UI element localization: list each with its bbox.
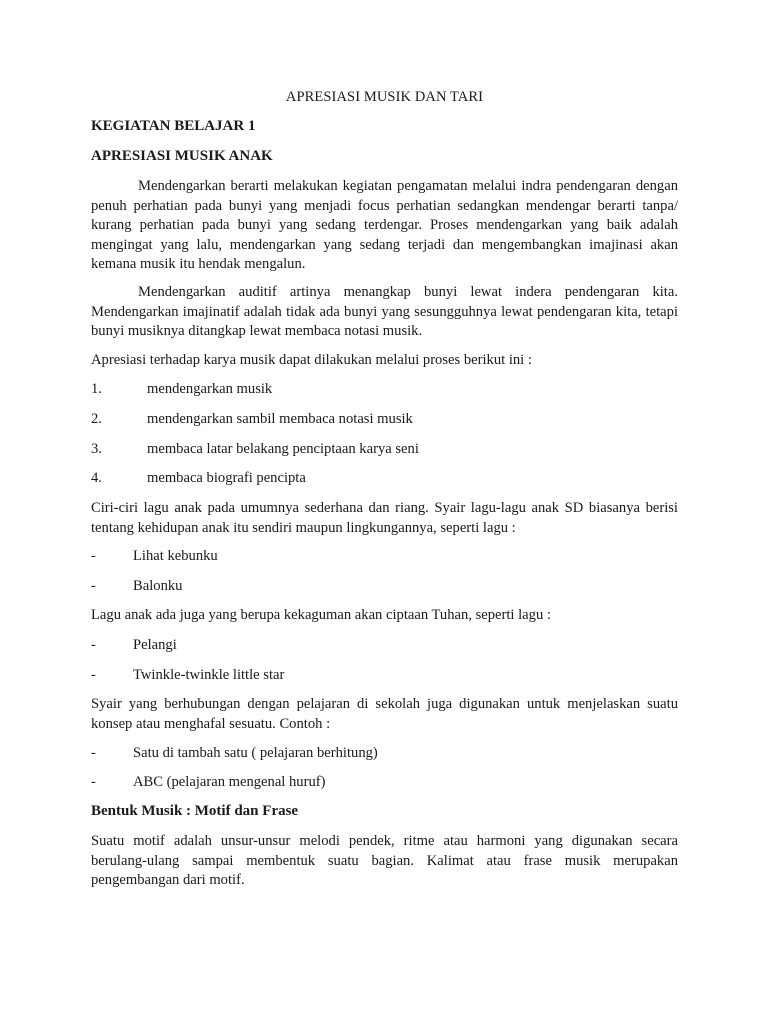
document-title: APRESIASI MUSIK DAN TARI <box>285 89 484 105</box>
list-item: Lihat kebunku <box>133 548 218 564</box>
list-item: membaca biografi pencipta <box>147 470 306 486</box>
list-item: Twinkle-twinkle little star <box>133 667 285 683</box>
paragraph-ciri-ciri: Ciri-ciri lagu anak pada umumnya sederhana dan riang. Syair lagu-lagu anak SD biasanya berisi tentang kehidupan anak itu sendiri maupun lingkungannya, seperti lagu : <box>91 500 678 536</box>
list-dash: - <box>91 774 96 790</box>
list-item: mendengarkan sambil membaca notasi musik <box>147 411 413 427</box>
list-item: ABC (pelajaran mengenal huruf) <box>133 774 326 790</box>
heading-bentuk-musik: Bentuk Musik : Motif dan Frase <box>91 803 299 819</box>
list-dash: - <box>91 667 96 683</box>
paragraph-apresiasi-proses: Apresiasi terhadap karya musik dapat dilakukan melalui proses berikut ini : <box>91 352 532 368</box>
list-number: 1. <box>91 381 102 397</box>
list-item: Balonku <box>133 578 183 594</box>
document-page <box>91 0 678 1024</box>
paragraph-auditif: Mendengarkan auditif artinya menangkap bunyi lewat indera pendengaran kita. Mendengarkan imajinatif adalah tidak ada bunyi yang sesungguhnya lewat pendengaran kita, tetapi bunyi musiknya ditangkap lewat membaca notasi musik. <box>91 284 678 339</box>
list-dash: - <box>91 578 96 594</box>
list-dash: - <box>91 548 96 564</box>
paragraph-mendengarkan: Mendengarkan berarti melakukan kegiatan pengamatan melalui indra pendengaran dengan penuh perhatian pada bunyi yang menjadi focus perhatian sedangkan mendengar berarti tanpa/ kurang perhatian pada bunyi yang sedang terdengar. Proses mendengarkan yang baik adalah mengingat yang lalu, mendengarkan yang sedang terjadi dan mengembangkan imajinasi akan kemana musik itu hendak mengalun. <box>91 178 678 272</box>
paragraph-kekaguman: Lagu anak ada juga yang berupa kekaguman akan ciptaan Tuhan, seperti lagu : <box>91 607 551 623</box>
paragraph-syair-pelajaran: Syair yang berhubungan dengan pelajaran di sekolah juga digunakan untuk menjelaskan suatu konsep atau menghafal sesuatu. Contoh : <box>91 696 678 732</box>
paragraph-motif: Suatu motif adalah unsur-unsur melodi pendek, ritme atau harmoni yang digunakan secara berulang-ulang sampai membentuk suatu bagian. Kalimat atau frase musik merupakan pengembangan dari motif. <box>91 833 678 888</box>
list-item: Pelangi <box>133 637 177 653</box>
list-item: Satu di tambah satu ( pelajaran berhitung) <box>133 745 378 761</box>
list-item: mendengarkan musik <box>147 381 273 397</box>
list-number: 2. <box>91 411 102 427</box>
list-dash: - <box>91 745 96 761</box>
heading-kegiatan-belajar: KEGIATAN BELAJAR 1 <box>91 118 256 134</box>
list-item: membaca latar belakang penciptaan karya seni <box>147 441 419 457</box>
list-number: 3. <box>91 441 102 457</box>
list-dash: - <box>91 637 96 653</box>
list-number: 4. <box>91 470 102 486</box>
heading-apresiasi-musik-anak: APRESIASI MUSIK ANAK <box>91 148 273 164</box>
